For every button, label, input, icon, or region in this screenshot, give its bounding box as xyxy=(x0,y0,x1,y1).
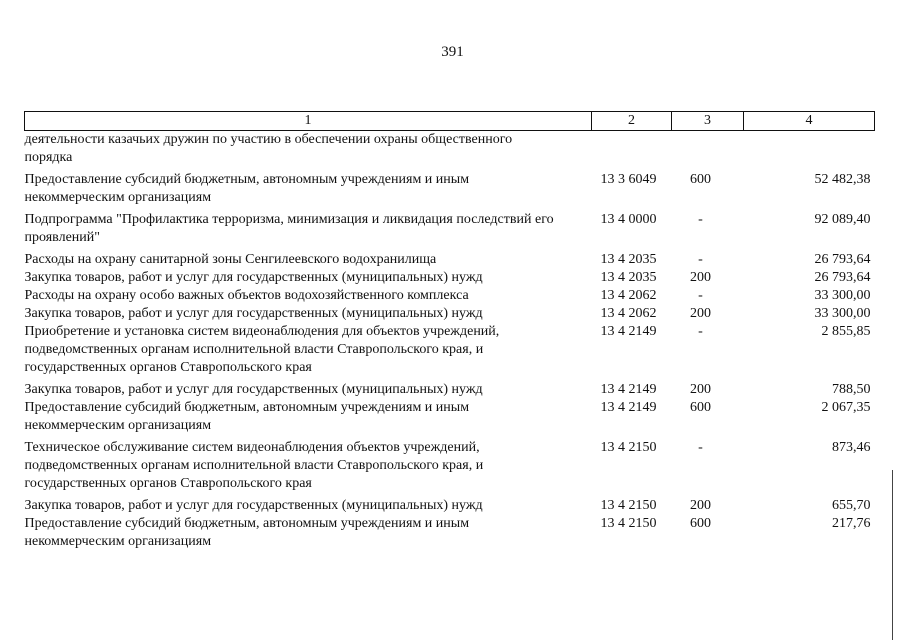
row-sum xyxy=(744,131,875,172)
row-type: 600 xyxy=(690,172,711,187)
page-number: 391 xyxy=(441,44,464,60)
row-type xyxy=(672,131,744,172)
row-code: 13 4 2062 xyxy=(600,288,657,303)
column-header-1: 1 xyxy=(25,112,592,131)
row-type: 200 xyxy=(690,306,711,321)
row-code: 13 4 2035 xyxy=(600,270,657,285)
table-row xyxy=(25,439,875,497)
row-sum: 26 793,64 xyxy=(814,252,871,267)
row-code: 13 4 2150 xyxy=(600,498,657,513)
table-row xyxy=(25,381,875,399)
row-type: 600 xyxy=(690,400,711,415)
row-name: Закупка товаров, работ и услуг для государственных (муниципальных) нужд xyxy=(24,306,483,321)
row-type: - xyxy=(698,288,703,303)
row-code: 13 4 0000 xyxy=(600,212,657,227)
table-row xyxy=(25,323,875,381)
row-name: Расходы на охрану особо важных объектов водохозяйственного комплекса xyxy=(24,288,469,303)
table-row xyxy=(25,251,875,269)
row-sum: 92 089,40 xyxy=(814,212,871,227)
row-sum: 52 482,38 xyxy=(814,172,871,187)
row-name: Расходы на охрану санитарной зоны Сенгилеевского водохранилища xyxy=(24,252,437,267)
row-type: 600 xyxy=(690,516,711,531)
row-type: - xyxy=(698,440,703,455)
row-code: 13 4 2149 xyxy=(600,382,657,397)
row-sum: 873,46 xyxy=(832,440,871,455)
budget-table xyxy=(24,111,875,551)
table-header-row xyxy=(25,112,875,131)
row-type: - xyxy=(698,252,703,267)
row-sum: 26 793,64 xyxy=(814,270,871,285)
table-row xyxy=(25,305,875,323)
row-code: 13 4 2149 xyxy=(600,324,657,339)
row-type: - xyxy=(698,212,703,227)
table-row xyxy=(25,211,875,251)
row-code: 13 4 2150 xyxy=(600,440,657,455)
row-sum: 33 300,00 xyxy=(814,288,871,303)
row-name: Подпрограмма "Профилактика терроризма, минимизация и ликвидация последствий его проявлений" xyxy=(24,212,554,245)
table-row xyxy=(25,269,875,287)
row-type: 200 xyxy=(690,382,711,397)
row-name: Закупка товаров, работ и услуг для государственных (муниципальных) нужд xyxy=(24,498,483,513)
row-sum: 788,50 xyxy=(832,382,871,397)
row-sum: 655,70 xyxy=(832,498,871,513)
row-code xyxy=(592,131,672,172)
row-name: Предоставление субсидий бюджетным, автономным учреждениям и иным некоммерческим организациям xyxy=(24,516,470,549)
column-header-3: 3 xyxy=(672,112,744,131)
row-name: Приобретение и установка систем видеонаблюдения для объектов учреждений, подведомственных органам исполнительной власти Ставропольского края, и государственных органов Ставропольского края xyxy=(24,324,500,375)
row-sum: 33 300,00 xyxy=(814,306,871,321)
row-type: 200 xyxy=(690,498,711,513)
row-sum: 2 855,85 xyxy=(821,324,871,339)
row-name: деятельности казачьих дружин по участию в обеспечении охраны общественного порядка xyxy=(24,132,513,165)
row-code: 13 4 2149 xyxy=(600,400,657,415)
row-code: 13 4 2062 xyxy=(600,306,657,321)
table-row xyxy=(25,171,875,211)
row-code: 13 3 6049 xyxy=(600,172,657,187)
row-type: 200 xyxy=(690,270,711,285)
row-code: 13 4 2035 xyxy=(600,252,657,267)
row-name: Предоставление субсидий бюджетным, автономным учреждениям и иным некоммерческим организациям xyxy=(24,400,470,433)
row-name: Закупка товаров, работ и услуг для государственных (муниципальных) нужд xyxy=(24,270,483,285)
row-type: - xyxy=(698,324,703,339)
table-row xyxy=(25,131,875,172)
row-name: Закупка товаров, работ и услуг для государственных (муниципальных) нужд xyxy=(24,382,483,397)
table-row xyxy=(25,399,875,439)
column-header-4: 4 xyxy=(744,112,875,131)
table-row xyxy=(25,515,875,551)
scan-edge-line xyxy=(892,470,893,640)
table-row xyxy=(25,497,875,515)
row-sum: 2 067,35 xyxy=(821,400,871,415)
row-sum: 217,76 xyxy=(832,516,871,531)
column-header-2: 2 xyxy=(592,112,672,131)
row-code: 13 4 2150 xyxy=(600,516,657,531)
row-name: Техническое обслуживание систем видеонаблюдения объектов учреждений, подведомственных органам исполнительной власти Ставропольского края, и государственных органов Ставропольского края xyxy=(24,440,484,491)
table-row xyxy=(25,287,875,305)
row-name: Предоставление субсидий бюджетным, автономным учреждениям и иным некоммерческим организациям xyxy=(24,172,470,205)
